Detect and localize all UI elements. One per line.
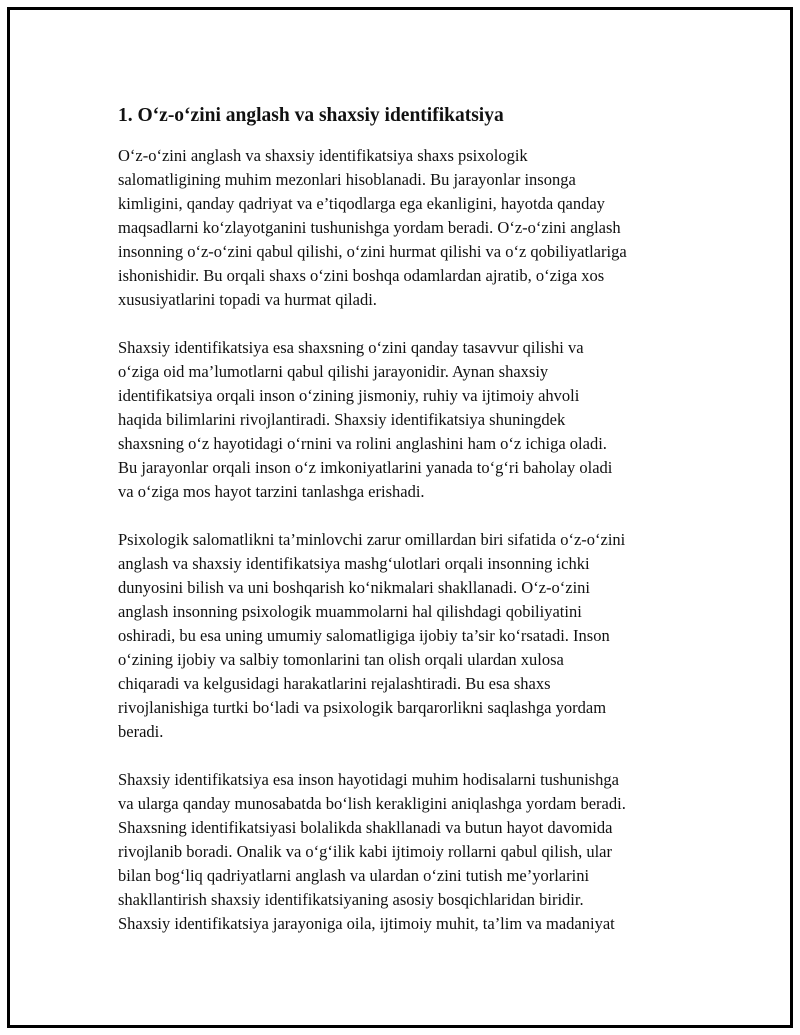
text-line: anglash va shaxsiy identifikatsiya mashg‘ulotlari orqali insonning ichki: [118, 554, 590, 573]
text-line: maqsadlarni ko‘zlayotganini tushunishga yordam beradi. O‘z-o‘zini anglash: [118, 218, 621, 237]
document-body: [118, 102, 698, 960]
paragraph-container: [118, 144, 698, 936]
text-line: oshiradi, bu esa uning umumiy salomatligiga ijobiy ta’sir ko‘rsatadi. Inson: [118, 626, 610, 645]
text-line: identifikatsiya orqali inson o‘zining jismoniy, ruhiy va ijtimoiy ahvoli: [118, 386, 580, 405]
text-line: kimligini, qanday qadriyat va e’tiqodlarga ega ekanligini, hayotda qanday: [118, 194, 605, 213]
text-line: beradi.: [118, 722, 164, 741]
text-line: insonning o‘z-o‘zini qabul qilishi, o‘zini hurmat qilishi va o‘z qobiliyatlariga: [118, 242, 627, 261]
text-line: va ularga qanday munosabatda bo‘lish kerakligini aniqlashga yordam beradi.: [118, 794, 626, 813]
text-line: Bu jarayonlar orqali inson o‘z imkoniyatlarini yanada to‘g‘ri baholay oladi: [118, 458, 613, 477]
page-frame: [7, 7, 793, 1028]
paragraph: [118, 336, 698, 504]
text-line: o‘ziga oid ma’lumotlarni qabul qilishi jarayonidir. Aynan shaxsiy: [118, 362, 549, 381]
text-line: Shaxsiy identifikatsiya esa inson hayotidagi muhim hodisalarni tushunishga: [118, 770, 619, 789]
text-line: Psixologik salomatlikni ta’minlovchi zarur omillardan biri sifatida o‘z-o‘zini: [118, 530, 626, 549]
text-line: rivojlanishiga turtki bo‘ladi va psixologik barqarorlikni saqlashga yordam: [118, 698, 607, 717]
text-line: ishonishidir. Bu orqali shaxs o‘zini boshqa odamlardan ajratib, o‘ziga xos: [118, 266, 605, 285]
text-line: va o‘ziga mos hayot tarzini tanlashga erishadi.: [118, 482, 425, 501]
text-line: salomatligining muhim mezonlari hisoblanadi. Bu jarayonlar insonga: [118, 170, 576, 189]
text-line: Shaxsning identifikatsiyasi bolalikda shakllanadi va butun hayot davomida: [118, 818, 613, 837]
paragraph: [118, 528, 698, 744]
paragraph: [118, 768, 698, 936]
text-line: xususiyatlarini topadi va hurmat qiladi.: [118, 290, 377, 309]
text-line: Shaxsiy identifikatsiya jarayoniga oila, ijtimoiy muhit, ta’lim va madaniyat: [118, 914, 615, 933]
section-heading: 1. O‘z-o‘zini anglash va shaxsiy identifikatsiya: [118, 105, 504, 126]
text-line: anglash insonning psixologik muammolarni hal qilishdagi qobiliyatini: [118, 602, 582, 621]
text-line: dunyosini bilish va uni boshqarish ko‘nikmalari shakllanadi. O‘z-o‘zini: [118, 578, 590, 597]
text-line: bilan bog‘liq qadriyatlarni anglash va ulardan o‘zini tutish me’yorlarini: [118, 866, 590, 885]
text-line: chiqaradi va kelgusidagi harakatlarini rejalashtiradi. Bu esa shaxs: [118, 674, 551, 693]
text-line: haqida bilimlarini rivojlantiradi. Shaxsiy identifikatsiya shuningdek: [118, 410, 566, 429]
paragraph: [118, 144, 698, 312]
text-line: shakllantirish shaxsiy identifikatsiyaning asosiy bosqichlaridan biridir.: [118, 890, 584, 909]
text-line: shaxsning o‘z hayotidagi o‘rnini va rolini anglashini ham o‘z ichiga oladi.: [118, 434, 607, 453]
text-line: O‘z-o‘zini anglash va shaxsiy identifikatsiya shaxs psixologik: [118, 146, 528, 165]
text-line: rivojlanib boradi. Onalik va o‘g‘ilik kabi ijtimoiy rollarni qabul qilish, ular: [118, 842, 612, 861]
text-line: Shaxsiy identifikatsiya esa shaxsning o‘zini qanday tasavvur qilishi va: [118, 338, 584, 357]
text-line: o‘zining ijobiy va salbiy tomonlarini tan olish orqali ulardan xulosa: [118, 650, 564, 669]
